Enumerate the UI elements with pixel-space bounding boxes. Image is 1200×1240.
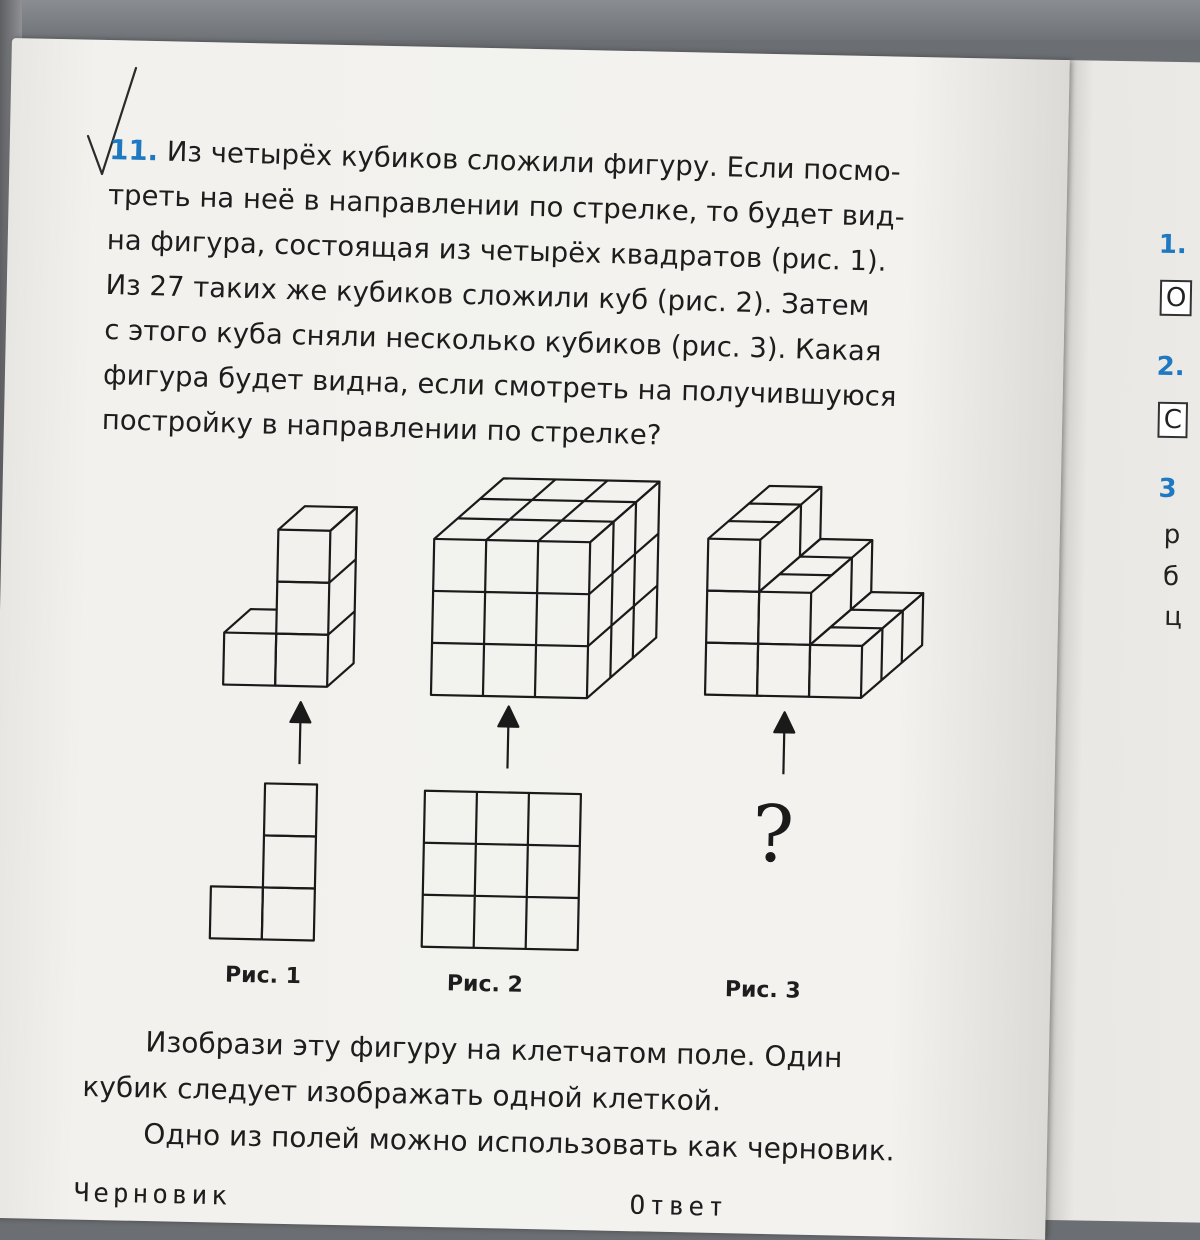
side-fragment-c: ц [1164, 601, 1183, 633]
problem-line: Из четырёх кубиков сложили фигуру. Если посмо- [166, 135, 902, 189]
instruction-line: Изобрази эту фигуру на клетчатом поле. Один [145, 1025, 843, 1075]
problem-line: на фигура, состоящая из четырёх квадратов (рис. 1). [106, 223, 887, 278]
figure-3-staircase [705, 485, 925, 699]
question-mark: ? [751, 789, 795, 881]
problem-line: треть на неё в направлении по стрелке, то будет вид- [107, 178, 906, 234]
instruction-line: Одно из полей можно использовать как черновик. [143, 1117, 895, 1168]
problem-line: фигура будет видна, если смотреть на получившуюся [102, 358, 897, 414]
figure-1-cubes [223, 505, 357, 688]
side-box-2: С [1157, 402, 1188, 439]
figure-2-projection [422, 791, 581, 950]
instructions [81, 1018, 1074, 1178]
problem-number: 11. [108, 133, 159, 168]
arrows [289, 702, 794, 775]
problem-line: с этого куба сняли несколько кубиков (рис. 3). Какая [103, 313, 882, 368]
instruction-line: кубик следует изображать одной клеткой. [82, 1069, 722, 1118]
side-item-3: 3 [1158, 473, 1177, 505]
background-top [0, 0, 1200, 40]
draft-label: Черновик [73, 1178, 232, 1212]
answer-label: Ответ [629, 1190, 729, 1223]
fig-1-label: Рис. 1 [224, 962, 302, 990]
fig-2-label: Рис. 2 [446, 971, 524, 998]
problem-line: Из 27 таких же кубиков сложили куб (рис. 2). Затем [105, 268, 870, 323]
problem-line: постройку в направлении по стрелке? [101, 403, 662, 452]
side-item-1: 1. [1158, 229, 1188, 261]
figures-drawing [188, 452, 960, 1028]
problem-text [101, 128, 1049, 469]
side-fragment-b: б [1162, 561, 1180, 593]
figure-1-projection [210, 782, 317, 940]
side-fragment-a: р [1163, 519, 1181, 551]
side-box-1: О [1160, 280, 1193, 317]
fig-3-label: Рис. 3 [724, 977, 802, 1004]
side-item-2: 2. [1156, 351, 1185, 383]
figure-2-cube [431, 477, 660, 700]
figures-area [188, 452, 960, 1028]
